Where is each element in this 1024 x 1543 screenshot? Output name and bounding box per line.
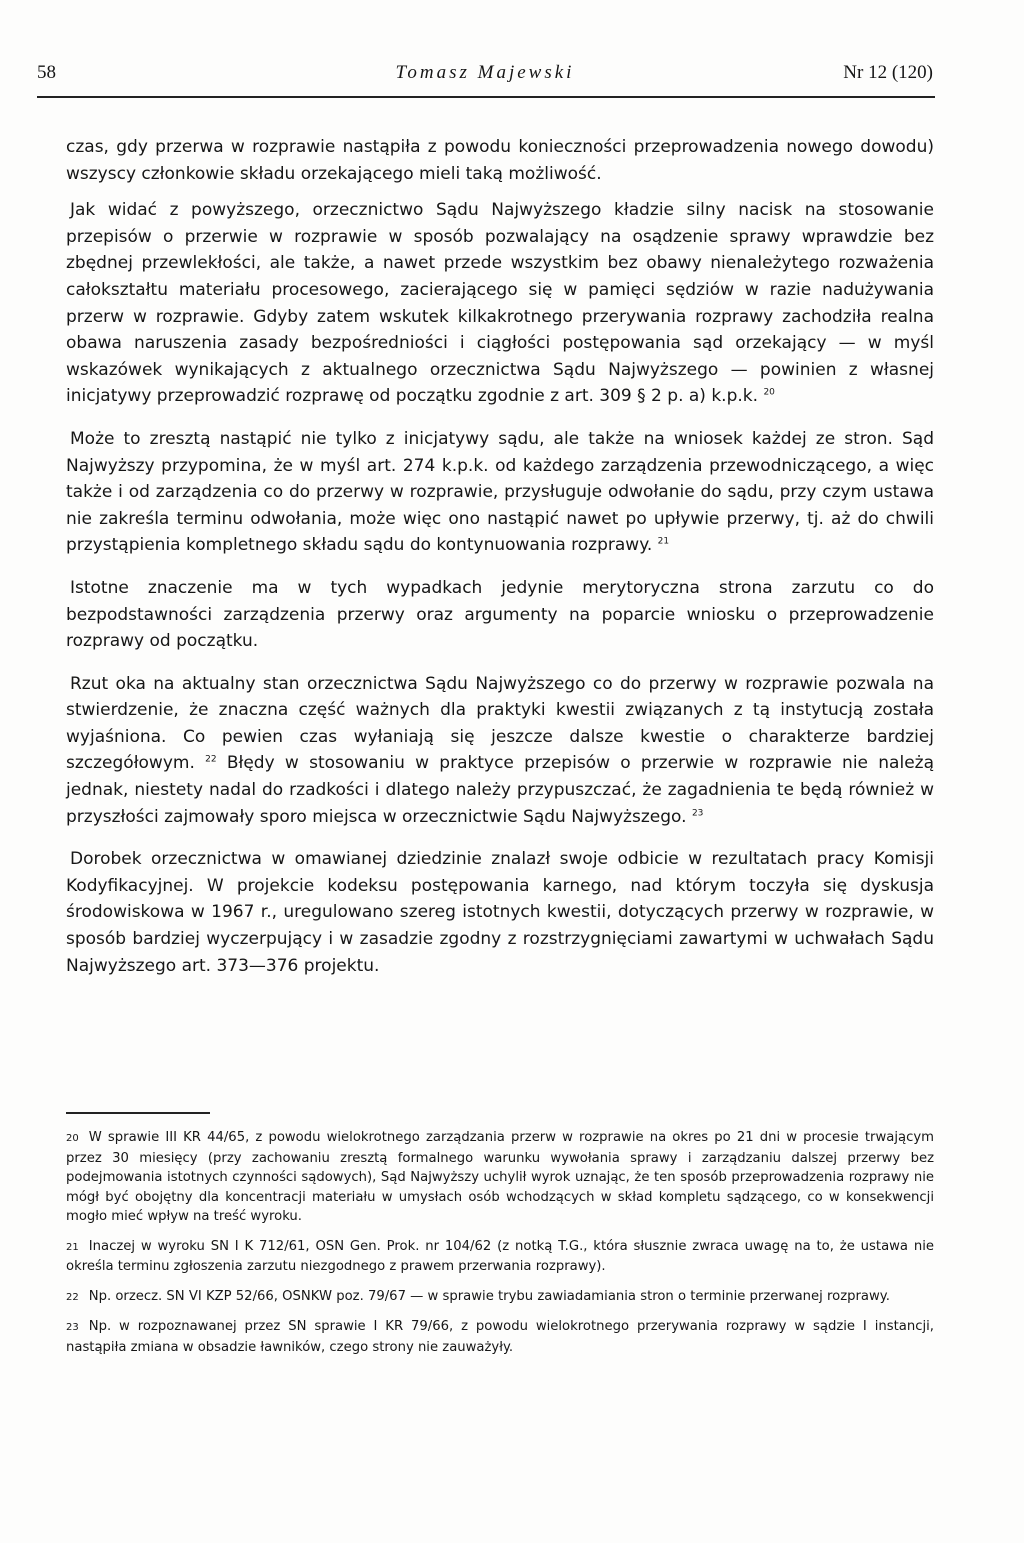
footnote-text: W sprawie III KR 44/65, z powodu wielokrotnego zarządzania przerw w rozprawie na okres po 21 dni w procesie trwającym przez 30 miesięcy (przy zachowaniu zresztą formalnego warunku wywołania sprawy i zarządzaniu dalszej przerwy bez podejmowania istotnych czynności sądowych), Sąd Najwyższy uchylił wyrok uznając, że ten sposób przeprowadzenia rozprawy nie mógł być obojętny dla koncentracji materiału w umysłach osób wchodzących w skład kompletu sądzącego, co w konsekwencji mogło mieć wpływ na treść wyroku. (66, 1130, 934, 1224)
paragraph-6 (66, 846, 934, 979)
footnote-number: 22 (66, 1291, 79, 1303)
footnote-text: Np. w rozpoznawanej przez SN sprawie I KR 79/66, z powodu wielokrotnego przerywania rozprawy w sądzie I instancji, nastąpiła zmiana w obsadzie ławników, czego strony nie zauważyły. (66, 1319, 934, 1355)
footnote-rule (66, 1112, 210, 1114)
footnote-23 (66, 1317, 934, 1357)
paragraph-text: Błędy w stosowaniu w praktyce przepisów o przerwie w rozprawie nie należą jednak, niestety nadal do rzadkości i dlatego należy przypuszczać, że zagadnienia te będą również w przyszłości zajmowały sporo miejsca w orzecznictwie Sądu Najwyższego. (66, 753, 934, 827)
header-rule (37, 96, 935, 98)
paragraph-5 (66, 671, 934, 831)
paragraph-2 (66, 197, 934, 410)
footnote-20 (66, 1128, 934, 1227)
page-number: 58 (37, 62, 56, 83)
footnote-text: Np. orzecz. SN VI KZP 52/66, OSNKW poz. 79/67 — w sprawie trybu zawiadamiania stron o terminie przerwanej rozprawy. (88, 1288, 890, 1304)
paragraph-text: Może to zresztą nastąpić nie tylko z inicjatywy sądu, ale także na wniosek każdej ze stron. Sąd Najwyższy przypomina, że w myśl art. 274 k.p.k. od każdego zarządzenia przewodniczącego, a więc także i od zarządzenia co do przerwy w rozprawie, przysługuje odwołanie do sądu, przy czym ustawa nie zakreśla terminu odwołania, może więc ono nastąpić nawet po upływie przerwy, tj. aż do chwili przystąpienia kompletnego składu sądu do kontynuowania rozprawy. (66, 428, 934, 556)
page-header (37, 62, 933, 92)
footnote-reference[interactable]: 21 (657, 536, 670, 547)
footnote-reference[interactable]: 20 (763, 387, 775, 398)
paragraph-text: Rzut oka na aktualny stan orzecznictwa Sądu Najwyższego co do przerwy w rozprawie pozwala na stwierdzenie, że znaczna część ważnych dla praktyki kwestii związanych z tą instytucją została wyjaśniona. Co pewien czas wyłaniają się jeszcze dalsze kwestie o charakterze bardziej szczegółowym. (66, 673, 934, 774)
footnote-reference[interactable]: 23 (691, 808, 704, 818)
running-head: Tomasz Majewski (395, 62, 575, 83)
paragraph-text: czas, gdy przerwa w rozprawie nastąpiła z powodu konieczności przeprowadzenia nowego dowodu) wszyscy członkowie składu orzekającego mieli taką możliwość. (66, 137, 934, 184)
footnote-21 (66, 1237, 934, 1277)
paragraph-3 (66, 426, 934, 559)
footnote-number: 23 (66, 1322, 79, 1333)
paragraph-text: Jak widać z powyższego, orzecznictwo Sądu Najwyższego kładzie silny nacisk na stosowanie przepisów o przerwie w rozprawie w sposób pozwalający na osądzenie sprawy wprawdzie bez zbędnej przewlekłości, ale także, a nawet przede wszystkim bez obawy nienależytego rozważenia całokształtu materiału procesowego, zacierającego się w pamięci sędziów w razie nadużywania przerw w rozprawie. Gdyby zatem wskutek kilkakrotnego przerywania rozprawy zachodziła realna obawa naruszenia zasady bezpośredniości i ciągłości postępowania sąd orzekający — w myśl wskazówek wynikających z aktualnego orzecznictwa Sądu Najwyższego — powinien z własnej inicjatywy przeprowadzić rozprawę od początku zgodnie z art. 309 § 2 p. a) k.p.k. (66, 200, 934, 407)
paragraph-4 (66, 575, 934, 655)
footnote-number: 21 (66, 1241, 79, 1253)
footnotes (66, 1128, 934, 1367)
footnote-22 (66, 1287, 934, 1308)
footnote-reference[interactable]: 22 (205, 754, 217, 765)
paragraph-text: Istotne znaczenie ma w tych wypadkach jedynie merytoryczna strona zarzutu co do bezpodstawności zarządzenia przerwy oraz argumenty na poparcie wniosku o przeprowadzenie rozprawy od początku. (66, 577, 934, 652)
issue-number: Nr 12 (120) (843, 62, 933, 83)
paragraph-1 (66, 134, 934, 187)
footnote-text: Inaczej w wyroku SN I K 712/61, OSN Gen. Prok. nr 104/62 (z notką T.G., która słusznie zwraca uwagę na to, że ustawa nie określa terminu zgłoszenia zarzutu niezgodnego z prawem przerwania rozprawy). (66, 1238, 934, 1274)
main-text (66, 134, 934, 995)
footnote-number: 20 (66, 1133, 79, 1144)
paragraph-text: Dorobek orzecznictwa w omawianej dziedzinie znalazł swoje odbicie w rezultatach pracy Komisji Kodyfikacyjnej. W projekcie kodeksu postępowania karnego, nad którym toczyła się dyskusja środowiskowa w 1967 r., uregulowano szereg istotnych kwestii, dotyczących przerwy w rozprawie, w sposób bardziej wyczerpujący i w zasadzie zgodny z rozstrzygnięciami zawartymi w uchwałach Sądu Najwyższego art. 373—376 projektu. (66, 849, 934, 976)
